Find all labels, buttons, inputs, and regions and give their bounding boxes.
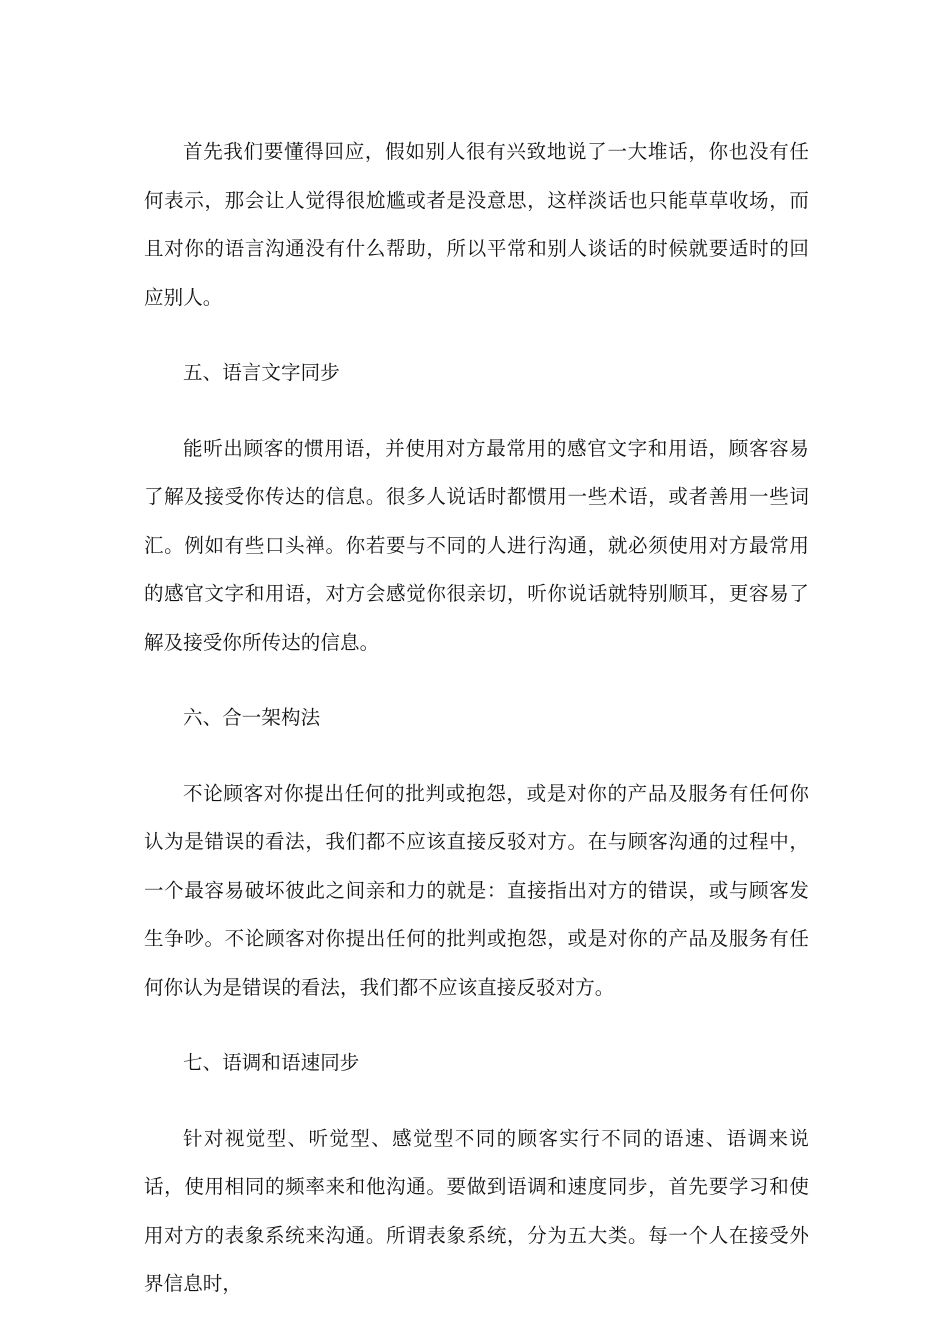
section-heading-6: 六、合一架构法 (183, 706, 321, 729)
section-heading-7: 七、语调和语速同步 (183, 1051, 360, 1074)
section-heading-5: 五、语言文字同步 (183, 361, 340, 384)
paragraph-language-sync: 能听出顾客的惯用语，并使用对方最常用的感官文字和用语，顾客容易了解及接受你传达的信息。很多人说话时都惯用一些术语，或者善用一些词汇。例如有些口头禅。你若要与不同的人进行沟通，就必须使用对方最常用的感官文字和用语，对方会感觉你很亲切，听你说话就特别顺耳，更容易了解及接受你所传达的信息。 (144, 436, 809, 654)
paragraph-response: 首先我们要懂得回应，假如别人很有兴致地说了一大堆话，你也没有任何表示，那会让人觉得很尬尴或者是没意思，这样淡话也只能草草收场，而且对你的语言沟通没有什么帮助，所以平常和别人谈话的时候就要适时的回应别人。 (144, 140, 809, 309)
document-body (144, 128, 809, 1336)
paragraph-unified-framework: 不论顾客对你提出任何的批判或抱怨，或是对你的产品及服务有任何你认为是错误的看法，我们都不应该直接反驳对方。在与顾客沟通的过程中，一个最容易破坏彼此之间亲和力的就是：直接指出对方的错误，或与顾客发生争吵。不论顾客对你提出任何的批判或抱怨，或是对你的产品及服务有任何你认为是错误的看法，我们都不应该直接反驳对方。 (144, 781, 809, 999)
paragraph-tone-speed-sync: 针对视觉型、听觉型、感觉型不同的顾客实行不同的语速、语调来说话，使用相同的频率来和他沟通。要做到语调和速度同步，首先要学习和使用对方的表象系统来沟通。所谓表象系统，分为五大类。每一个人在接受外界信息时， (144, 1126, 809, 1295)
